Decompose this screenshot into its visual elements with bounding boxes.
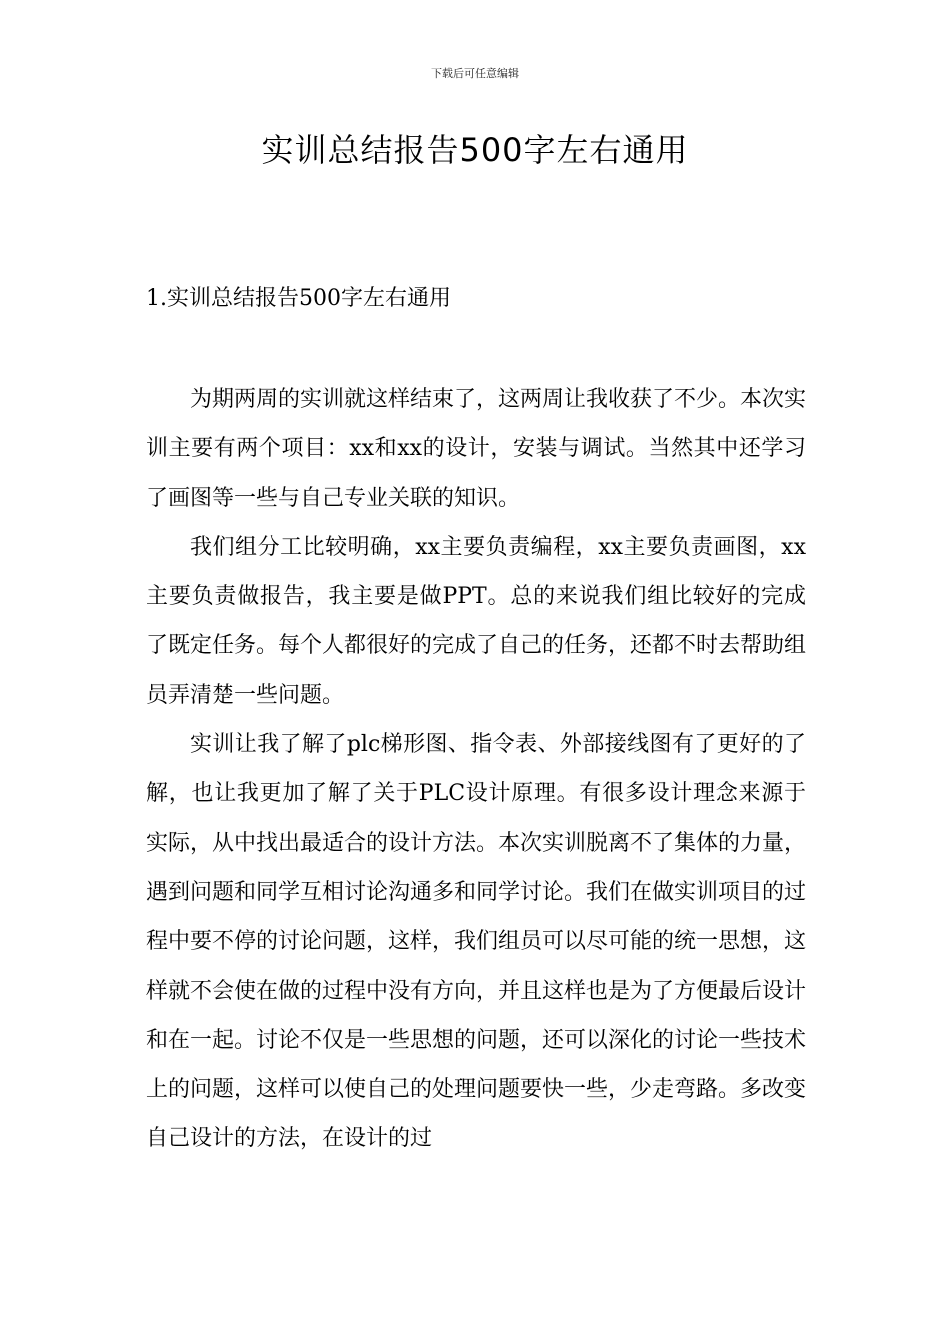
header-note: 下载后可任意编辑 <box>431 67 519 80</box>
body-text <box>146 375 806 1164</box>
section-heading: 1.实训总结报告500字左右通用 <box>146 286 451 311</box>
paragraph-2: 我们组分工比较明确，xx主要负责编程，xx主要负责画图，xx主要负责做报告，我主要是做PPT。总的来说我们组比较好的完成了既定任务。每个人都很好的完成了自己的任务，还都不时去帮助组员弄清楚一些问题。 <box>146 534 807 708</box>
document-title: 实训总结报告500字左右通用 <box>261 131 689 169</box>
paragraph-1: 为期两周的实训就这样结束了，这两周让我收获了不少。本次实训主要有两个项目：xx和xx的设计，安装与调试。当然其中还学习了画图等一些与自己专业关联的知识。 <box>146 387 807 511</box>
paragraph-3: 实训让我了解了plc梯形图、指令表、外部接线图有了更好的了解，也让我更加了解了关于PLC设计原理。有很多设计理念来源于实际，从中找出最适合的设计方法。本次实训脱离不了集体的力量，遇到问题和同学互相讨论沟通多和同学讨论。我们在做实训项目的过程中要不停的讨论问题，这样，我们组员可以尽可能的统一思想，这样就不会使在做的过程中没有方向，并且这样也是为了方便最后设计和在一起。讨论不仅是一些思想的问题，还可以深化的讨论一些技术上的问题，这样可以使自己的处理问题要快一些，少走弯路。多改变自己设计的方法，在设计的过 <box>146 732 807 1152</box>
